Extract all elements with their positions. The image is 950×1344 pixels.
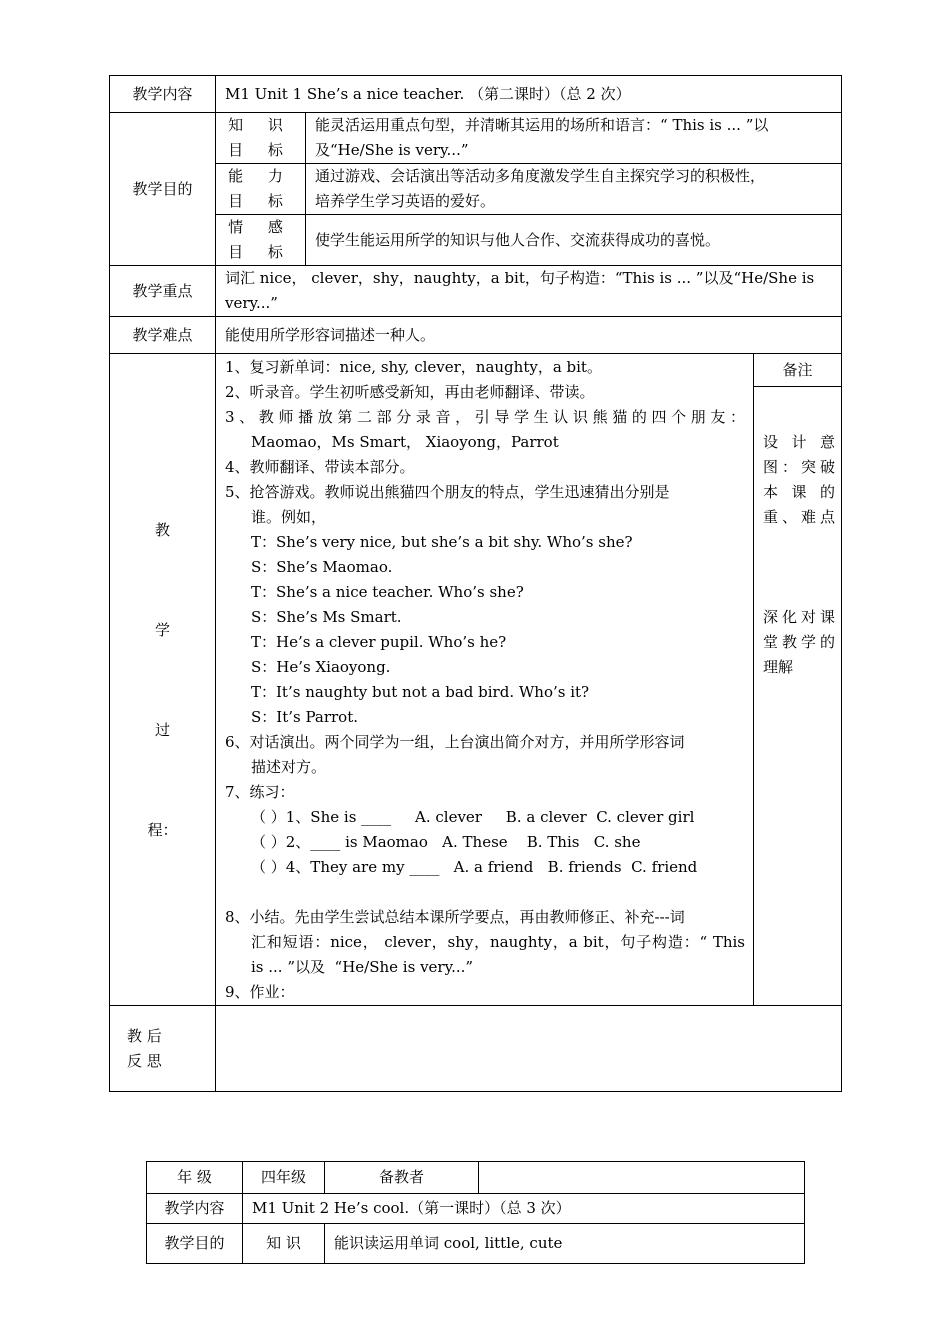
notes-line: 图：突破	[763, 458, 836, 477]
process-line: Maomao，Ms Smart， Xiaoyong，Parrot	[251, 433, 559, 451]
teacher-label: 备教者	[325, 1162, 479, 1194]
notes-line: 深化对课	[763, 608, 836, 627]
process-line: S：She’s Ms Smart.	[251, 608, 402, 626]
process-line: 3、教师播放第二部分录音，引导学生认识熊猫的四个朋友：	[225, 408, 745, 426]
lesson-plan-table-1	[109, 75, 842, 1092]
ability-label-line-1: 能 力	[228, 167, 293, 185]
process-line: 9、作业：	[225, 983, 295, 1001]
reflection-label	[110, 1006, 216, 1092]
process-line: T：He’s a clever pupil. Who’s he?	[251, 633, 507, 651]
emotion-objective-text: 使学生能运用所学的知识与他人合作、交流获得成功的喜悦。	[306, 215, 842, 266]
grade-value: 四年级	[243, 1162, 325, 1194]
notes-line: 本 课 的	[763, 483, 836, 502]
process-line: is ... ”以及 “He/She is very...”	[251, 958, 474, 976]
process-line: S：He’s Xiaoyong.	[251, 658, 391, 676]
key-points-line-2: very...”	[225, 294, 278, 312]
ability-label-line-2: 目 标	[228, 192, 293, 210]
process-label-char-1: 教	[154, 520, 170, 539]
process-line: 6、对话演出。两个同学为一组，上台演出简介对方，并用所学形容词	[225, 733, 685, 751]
reflection-label-line-1: 教 后	[127, 1026, 162, 1045]
process-line: 描述对方。	[251, 758, 327, 776]
ability-objective-text	[306, 164, 842, 215]
knowledge-text-line-2: 及“He/She is very...”	[315, 141, 469, 159]
difficulty-label: 教学难点	[110, 317, 216, 354]
process-line: T：It’s naughty but not a bad bird. Who’s it?	[251, 683, 590, 701]
emotion-label-line-1: 情 感	[228, 218, 293, 236]
ability-objective-label	[216, 164, 306, 215]
notes-line: 理解	[763, 658, 794, 677]
content-label-2: 教学内容	[147, 1194, 243, 1224]
process-label-char-4: 程：	[147, 820, 178, 839]
emotion-objective-label	[216, 215, 306, 266]
difficulty-text: 能使用所学形容词描述一种人。	[216, 317, 842, 354]
notes-header: 备注	[754, 354, 842, 387]
notes-content	[754, 387, 842, 1006]
grade-label: 年 级	[147, 1162, 243, 1194]
process-line: 7、练习：	[225, 783, 295, 801]
knowledge-text-2: 能识读运用单词 cool, little, cute	[325, 1224, 805, 1264]
knowledge-objective-label	[216, 113, 306, 164]
key-points-label: 教学重点	[110, 266, 216, 317]
process-line: S：It’s Parrot.	[251, 708, 358, 726]
knowledge-label-line-1: 知 识	[228, 116, 293, 134]
content-value: M1 Unit 1 She’s a nice teacher. （第二课时）（总 2 次）	[216, 76, 842, 113]
process-line: 8、小结。先由学生尝试总结本课所学要点，再由教师修正、补充---词	[225, 908, 685, 926]
process-line: 谁。例如，	[251, 508, 327, 526]
ability-text-line-1: 通过游戏、会话演出等活动多角度激发学生自主探究学习的积极性，	[315, 167, 766, 185]
reflection-content	[216, 1006, 842, 1092]
key-points-line-1: 词汇 nice， clever，shy，naughty，a bit，句子构造：“This is ... ”以及“He/She is	[225, 269, 815, 287]
blank-line	[225, 880, 745, 905]
process-line: 4、教师翻译、带读本部分。	[225, 458, 415, 476]
objectives-label-2: 教学目的	[147, 1224, 243, 1264]
exercise-item: （ ）1、She is ____ A. clever B. a clever C. clever girl	[251, 808, 695, 826]
exercise-item: （ ）2、____ is Maomao A. These B. This C. she	[251, 833, 641, 851]
knowledge-objective-text	[306, 113, 842, 164]
notes-line: 堂教学的	[763, 633, 836, 652]
process-line: T：She’s very nice, but she’s a bit shy. Who’s she?	[251, 533, 633, 551]
ability-text-line-2: 培养学生学习英语的爱好。	[315, 192, 496, 210]
knowledge-label-2: 知 识	[243, 1224, 325, 1264]
reflection-label-line-2: 反 思	[127, 1051, 162, 1070]
teacher-value	[479, 1162, 805, 1194]
process-content	[216, 354, 754, 1006]
process-line: 1、复习新单词：nice, shy, clever，naughty，a bit。	[225, 358, 602, 376]
lesson-plan-table-2	[146, 1161, 805, 1264]
notes-line: 设 计 意	[763, 433, 836, 452]
content-value-2: M1 Unit 2 He’s cool.（第一课时）（总 3 次）	[243, 1194, 805, 1224]
process-line: 5、抢答游戏。教师说出熊猫四个朋友的特点，学生迅速猜出分别是	[225, 483, 670, 501]
knowledge-text-line-1: 能灵活运用重点句型，并清晰其运用的场所和语言：“ This is ... ”以	[315, 116, 769, 134]
content-label: 教学内容	[110, 76, 216, 113]
process-line: S：She’s Maomao.	[251, 558, 393, 576]
key-points-text	[216, 266, 842, 317]
process-label-char-3: 过	[154, 720, 170, 739]
objectives-label: 教学目的	[110, 113, 216, 266]
process-line: 2、听录音。学生初听感受新知，再由老师翻译、带读。	[225, 383, 595, 401]
process-label	[110, 354, 216, 1006]
exercise-item: （ ）4、They are my ____ A. a friend B. friends C. friend	[251, 858, 698, 876]
process-line: 汇和短语：nice， clever，shy，naughty，a bit，句子构造：“ This	[251, 933, 745, 951]
notes-line: 重、难点	[763, 508, 836, 527]
process-label-char-2: 学	[154, 620, 170, 639]
emotion-label-line-2: 目 标	[228, 243, 293, 261]
process-line: T：She’s a nice teacher. Who’s she?	[251, 583, 524, 601]
knowledge-label-line-2: 目 标	[228, 141, 293, 159]
